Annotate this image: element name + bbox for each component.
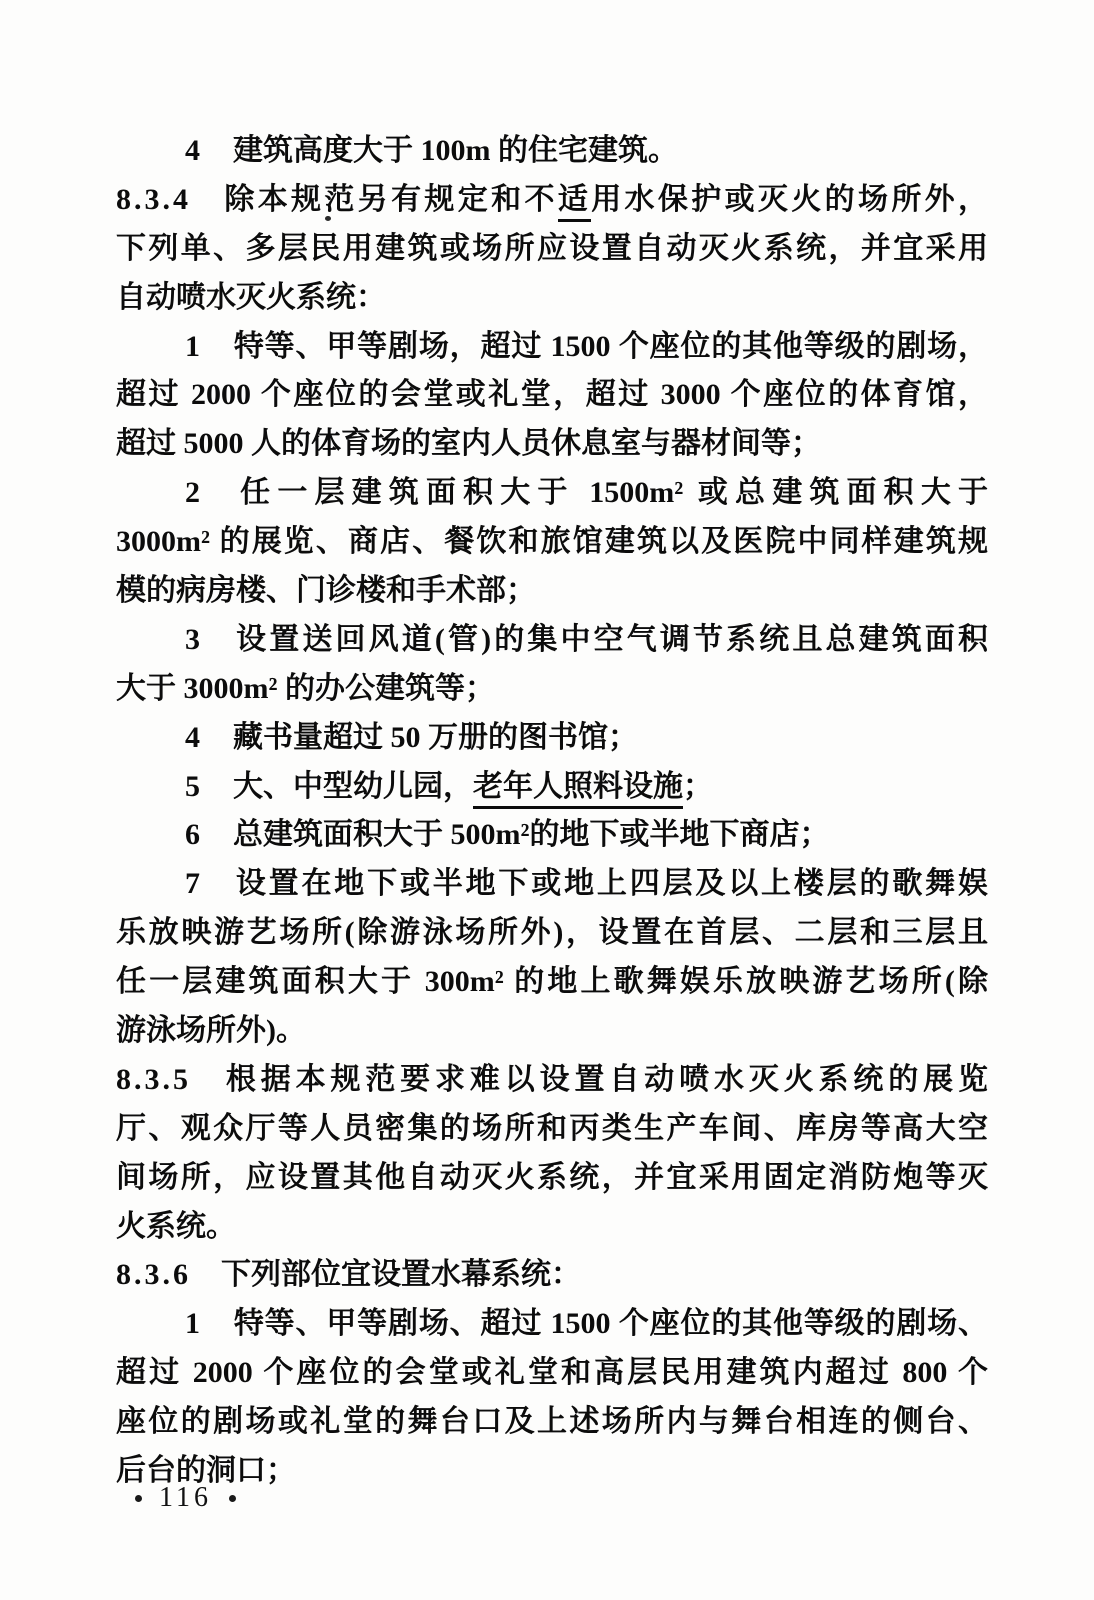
clause-item-number: 5 [185, 769, 203, 803]
clause-item-number: 1 [185, 329, 203, 363]
item-4-of-8-3-3 [116, 127, 988, 176]
underlined-revision-text: 适 [558, 183, 591, 222]
text-segment: 大于 3000m² 的办公建筑等； [116, 671, 495, 705]
item-3-line-1 [116, 616, 988, 665]
clause-8-3-6-item-1-line-2 [116, 1349, 988, 1398]
item-7-line-2 [116, 909, 988, 958]
text-segment: 火系统。 [116, 1209, 236, 1243]
clause-8-3-5-line-1 [116, 1056, 988, 1105]
text-segment: 设置送回风道(管)的集中空气调节系统且总建筑面积 [233, 622, 988, 656]
item-2-line-3 [116, 567, 988, 616]
item-1-line-3 [116, 420, 988, 469]
page-number-dot-right [229, 1495, 236, 1502]
text-segment: 自动喷水灭火系统： [116, 280, 386, 314]
text-segment: 大、中型幼儿园， [233, 769, 473, 803]
text-segment: 超过 2000 个座位的会堂或礼堂，超过 3000 个座位的体育馆， [116, 378, 988, 412]
clause-8-3-4-line-2 [116, 225, 988, 274]
text-segment: 根据本规范要求难以设置自动喷水灭火系统的展览 [221, 1062, 988, 1096]
clause-8-3-5-line-4 [116, 1203, 988, 1252]
text-segment: 设置在地下或半地下或地上四层及以上楼层的歌舞娱 [233, 867, 988, 901]
text-segment: 任一层建筑面积大于 1500m² 或总建筑面积大于 [233, 476, 988, 510]
text-segment: 厅、观众厅等人员密集的场所和丙类生产车间、库房等高大空 [116, 1111, 988, 1145]
clause-item-number: 7 [185, 867, 203, 901]
text-segment: 超过 2000 个座位的会堂或礼堂和高层民用建筑内超过 800 个 [116, 1356, 988, 1390]
text-segment: 除本规范另有规定和不 [221, 182, 558, 216]
text-segment: 总建筑面积大于 500m²的地下或半地下商店； [233, 818, 830, 852]
text-segment: 藏书量超过 50 万册的图书馆； [233, 720, 638, 754]
item-7-line-4 [116, 1007, 988, 1056]
clause-8-3-5-line-3 [116, 1154, 988, 1203]
clause-item-number: 8.3.6 [116, 1258, 191, 1292]
clause-item-number: 6 [185, 818, 203, 852]
text-segment: 座位的剧场或礼堂的舞台口及上述场所内与舞台相连的侧台、 [116, 1405, 988, 1439]
clause-8-3-4-line-1 [116, 176, 988, 225]
text-segment: 用水保护或灭火的场所外， [591, 182, 989, 216]
clause-8-3-6-item-1-line-4 [116, 1447, 988, 1496]
page-number [135, 1478, 236, 1518]
text-segment: 下列单、多层民用建筑或场所应设置自动灭火系统，并宜采用 [116, 231, 988, 265]
underlined-revision-text: 老年人照料设施 [473, 770, 683, 809]
clause-item-number: 8.3.5 [116, 1062, 191, 1096]
item-1-line-2 [116, 371, 988, 420]
clause-text-block [116, 127, 988, 1496]
scan-artifact-dot [325, 216, 331, 221]
text-segment: 下列部位宜设置水幕系统： [221, 1258, 581, 1292]
item-7-line-3 [116, 958, 988, 1007]
text-segment: 特等、甲等剧场，超过 1500 个座位的其他等级的剧场， [233, 329, 988, 363]
clause-8-3-6-item-1-line-3 [116, 1398, 988, 1447]
item-6-line-1 [116, 811, 988, 860]
item-3-line-2 [116, 665, 988, 714]
item-2-line-1 [116, 469, 988, 518]
clause-8-3-6-line-1 [116, 1251, 988, 1300]
page-number-value: 116 [159, 1482, 212, 1513]
text-segment: 间场所，应设置其他自动灭火系统，并宜采用固定消防炮等灭 [116, 1160, 988, 1194]
text-segment: 乐放映游艺场所(除游泳场所外)，设置在首层、二层和三层且 [116, 916, 988, 950]
text-segment: 游泳场所外)。 [116, 1014, 306, 1048]
item-4-line-1 [116, 714, 988, 763]
item-7-line-1 [116, 860, 988, 909]
text-segment: 任一层建筑面积大于 300m² 的地上歌舞娱乐放映游艺场所(除 [116, 965, 988, 999]
clause-item-number: 2 [185, 476, 203, 510]
clause-8-3-4-line-3 [116, 274, 988, 323]
item-2-line-2 [116, 518, 988, 567]
clause-item-number: 8.3.4 [116, 182, 191, 216]
text-segment: 后台的洞口； [116, 1454, 296, 1488]
text-segment: ； [683, 769, 713, 803]
text-segment: 建筑高度大于 100m 的住宅建筑。 [233, 134, 678, 167]
text-segment: 超过 5000 人的体育场的室内人员休息室与器材间等； [116, 427, 821, 461]
clause-item-number: 3 [185, 622, 203, 656]
item-5-line-1 [116, 763, 988, 812]
text-segment: 3000m² 的展览、商店、餐饮和旅馆建筑以及医院中同样建筑规 [116, 525, 988, 559]
clause-8-3-6-item-1-line-1 [116, 1300, 988, 1349]
clause-8-3-5-line-2 [116, 1105, 988, 1154]
clause-item-number: 4 [185, 134, 203, 167]
text-segment: 模的病房楼、门诊楼和手术部； [116, 574, 536, 608]
clause-item-number: 1 [185, 1307, 203, 1341]
page-number-dot-left [135, 1495, 142, 1502]
item-1-line-1 [116, 323, 988, 372]
text-segment: 特等、甲等剧场、超过 1500 个座位的其他等级的剧场、 [233, 1307, 988, 1341]
clause-item-number: 4 [185, 720, 203, 754]
